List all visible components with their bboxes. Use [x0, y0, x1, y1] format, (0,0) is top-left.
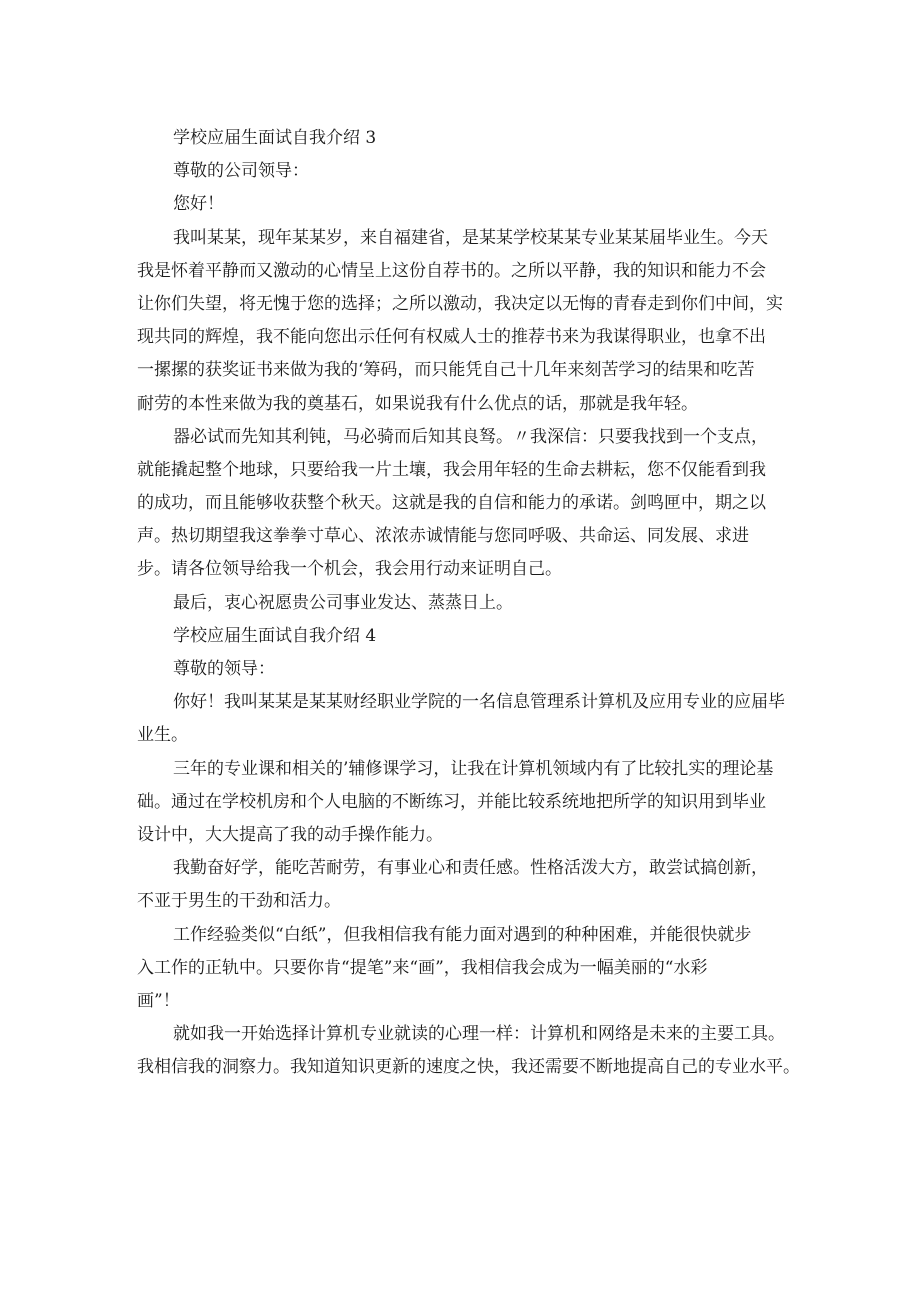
text-line: 步。请各位领导给我一个机会，我会用行动来证明自己。	[137, 559, 562, 580]
text-line: 我叫某某，现年某某岁，来自福建省，是某某学校某某专业某某届毕业生。今天	[173, 227, 768, 248]
text-line: 耐劳的本性来做为我的奠基石，如果说我有什么优点的话，那就是我年轻。	[137, 393, 698, 414]
text-line: 学校应届生面试自我介绍 3	[173, 128, 377, 148]
text-line: 不亚于男生的干劲和活力。	[137, 891, 341, 912]
text-line: 三年的专业课和相关的’辅修课学习，让我在计算机领域内有了比较扎实的理论基	[173, 758, 774, 779]
text-line: 让你们失望，将无愧于您的选择；之所以激动，我决定以无悔的青春走到你们中间，实	[137, 293, 783, 314]
text-line: 设计中，大大提高了我的动手操作能力。	[137, 824, 443, 845]
text-line: 就如我一开始选择计算机专业就读的心理一样：计算机和网络是未来的主要工具。	[173, 1024, 785, 1045]
text-line: 我勤奋好学，能吃苦耐劳，有事业心和责任感。性格活泼大方，敢尝试搞创新，	[173, 858, 768, 879]
text-line: 你好！我叫某某是某某财经职业学院的一名信息管理系计算机及应用专业的应届毕	[173, 692, 785, 713]
document-body	[137, 122, 800, 1084]
text-line: 画”！	[137, 990, 180, 1011]
text-line: 我是怀着平静而又激动的心情呈上这份自荐书的。之所以平静，我的知识和能力不会	[137, 260, 766, 281]
text-line: 声。热切期望我这拳拳寸草心、浓浓赤诚情能与您同呼吸、共命运、同发展、求进	[137, 526, 749, 547]
text-line: 最后，衷心祝愿贵公司事业发达、蒸蒸日上。	[173, 592, 513, 613]
text-line: 一摞摞的获奖证书来做为我的‘筹码，而只能凭自己十几年来刻苦学习的结果和吃苦	[137, 360, 755, 381]
text-line: 就能撬起整个地球，只要给我一片土壤，我会用年轻的生命去耕耘，您不仅能看到我	[137, 459, 766, 480]
text-line: 工作经验类似“白纸”，但我相信我有能力面对遇到的种种困难，并能很快就步	[173, 924, 752, 945]
text-line: 学校应届生面试自我介绍 4	[173, 625, 377, 646]
text-line: 现共同的辉煌，我不能向您出示任何有权威人士的推荐书来为我谋得职业，也拿不出	[137, 327, 766, 348]
text-line: 尊敬的公司领导：	[173, 161, 309, 182]
text-line: 我相信我的洞察力。我知道知识更新的速度之快，我还需要不断地提高自己的专业水平。	[137, 1057, 800, 1078]
text-line: 业生。	[137, 725, 188, 746]
text-line: 您好！	[173, 194, 224, 215]
text-line: 入工作的正轨中。只要你肯“提笔”来“画”，我相信我会成为一幅美丽的“水彩	[137, 957, 708, 978]
text-line: 器必试而先知其利钝，马必骑而后知其良驽。〃我深信：只要我找到一个支点，	[173, 426, 768, 447]
text-line: 尊敬的领导：	[173, 659, 275, 679]
text-line: 的成功，而且能够收获整个秋天。这就是我的自信和能力的承诺。剑鸣匣中，期之以	[137, 493, 766, 514]
text-line: 础。通过在学校机房和个人电脑的不断练习，并能比较系统地把所学的知识用到毕业	[137, 791, 766, 812]
